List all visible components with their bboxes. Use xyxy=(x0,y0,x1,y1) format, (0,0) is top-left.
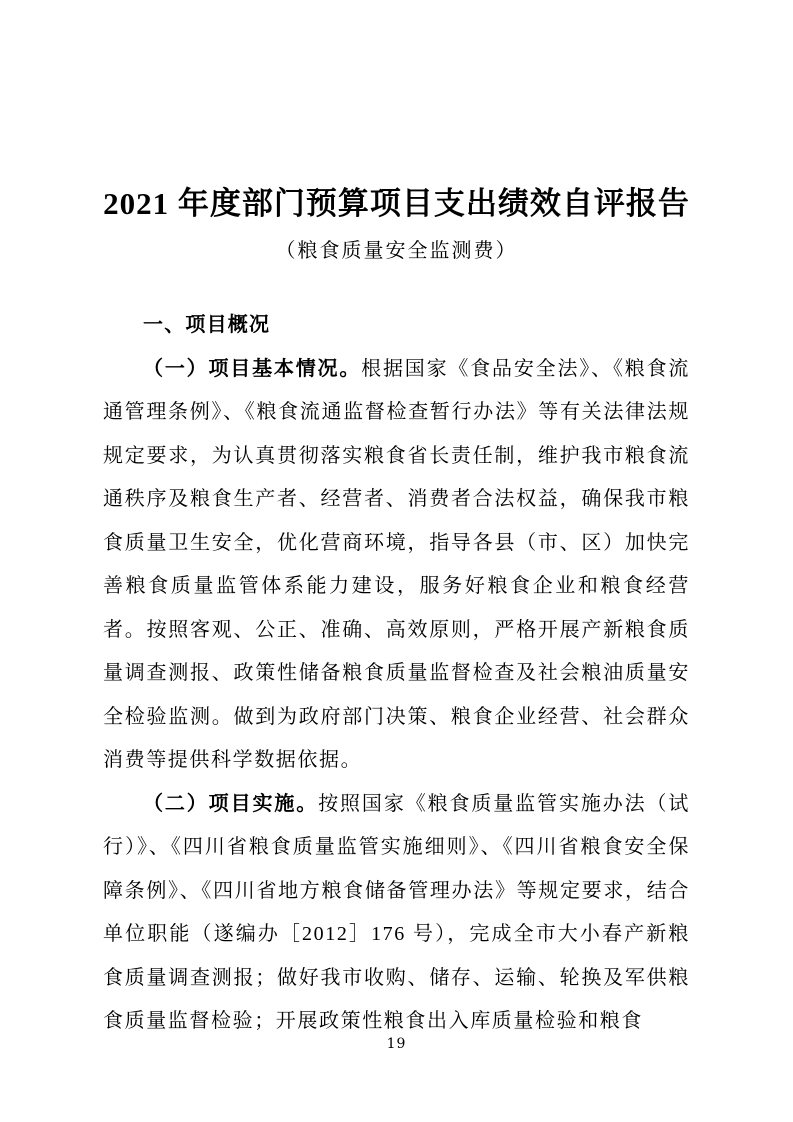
paragraph xyxy=(103,348,690,783)
paragraph-lead: （一）项目基本情况。 xyxy=(143,357,362,380)
document-subtitle: （粮食质量安全监测费） xyxy=(275,240,518,262)
paragraph xyxy=(103,783,690,1044)
section-heading: 一、项目概况 xyxy=(143,314,271,336)
document-title: 2021 年度部门预算项目支出绩效自评报告 xyxy=(103,186,690,221)
page-number: 19 xyxy=(386,1036,407,1052)
document-body xyxy=(103,304,690,1044)
paragraph-text: 根据国家《食品安全法》、《粮食流通管理条例》、《粮食流通监督检查暂行办法》等有关法律法规规定要求，为认真贯彻落实粮食省长责任制，维护我市粮食流通秩序及粮食生产者、经营者、消费者合法权益，确保我市粮食质量卫生安全，优化营商环境，指导各县（市、区）加快完善粮食质量监管体系能力建设，服务好粮食企业和粮食经营者。按照客观、公正、准确、高效原则，严格开展产新粮食质量调查测报、政策性储备粮食质量监督检查及社会粮油质量安全检验监测。做到为政府部门决策、粮食企业经营、社会群众消费等提供科学数据依据。 xyxy=(103,357,690,771)
paragraph-text: 按照国家《粮食质量监管实施办法（试行）》、《四川省粮食质量监管实施细则》、《四川省粮食安全保障条例》、《四川省地方粮食储备管理办法》等规定要求，结合单位职能（遂编办［2012］176 号），完成全市大小春产新粮食质量调查测报；做好我市收购、储存、运输、轮换及军供粮食质量监督检验；开展政策性粮食出入库质量检验和粮食 xyxy=(103,792,690,1032)
paragraph-lead: （二）项目实施。 xyxy=(143,792,319,815)
